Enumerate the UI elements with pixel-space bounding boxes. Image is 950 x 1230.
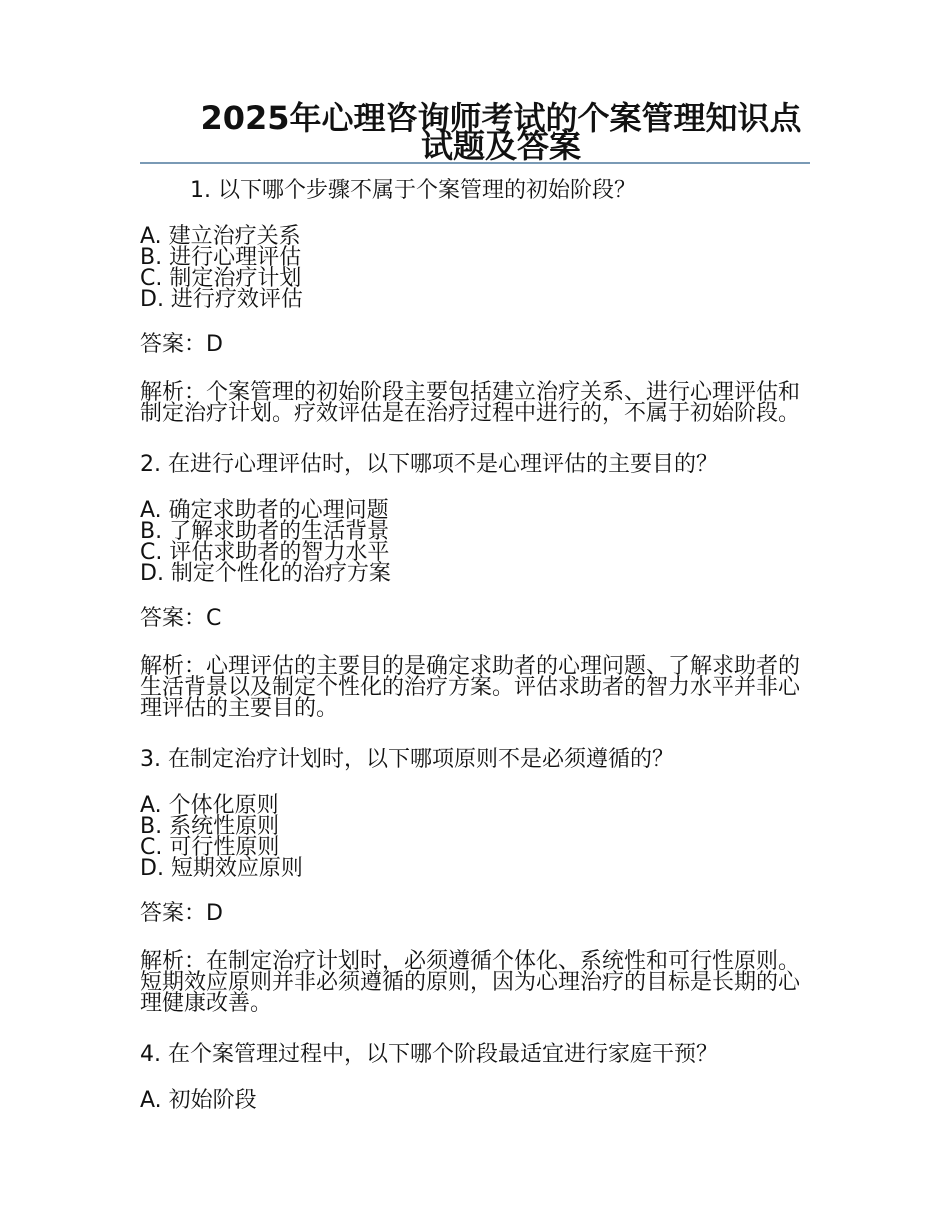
options-list [140, 226, 810, 310]
question-text: 4. 在个案管理过程中，以下哪个阶段最适宜进行家庭干预？ [140, 1042, 718, 1067]
explanation-text: 解析：个案管理的初始阶段主要包括建立治疗关系、进行心理评估和制定治疗计划。疗效评估是在治疗过程中进行的，不属于初始阶段。 [140, 380, 801, 426]
option-c: C. 评估求助者的智力水平 [140, 540, 390, 565]
option-d: D. 短期效应原则 [140, 856, 303, 881]
option-b: B. 了解求助者的生活背景 [140, 519, 390, 544]
title-block [140, 99, 810, 165]
option-d: D. 制定个性化的治疗方案 [140, 561, 391, 586]
option-a: A. 确定求助者的心理问题 [140, 498, 389, 523]
question-text: 1. 以下哪个步骤不属于个案管理的初始阶段？ [190, 178, 636, 203]
options-list [140, 500, 810, 584]
question-block [140, 745, 810, 1014]
option-a: A. 个体化原则 [140, 793, 279, 818]
questions-list [140, 176, 810, 1131]
page-title: 2025年心理咨询师考试的个案管理知识点试题及答案 [200, 99, 802, 165]
question-block [140, 1040, 810, 1111]
explanation-text: 解析：在制定治疗计划时，必须遵循个体化、系统性和可行性原则。短期效应原则并非必须遵循的原则，因为心理治疗的目标是长期的心理健康改善。 [140, 949, 801, 1016]
answer-text: 答案：D [140, 332, 223, 357]
answer-text: 答案：C [140, 606, 222, 631]
question-block [140, 450, 810, 719]
options-list [140, 795, 810, 879]
option-c: C. 可行性原则 [140, 835, 280, 860]
option-a: A. 初始阶段 [140, 1088, 257, 1113]
option-a: A. 建立治疗关系 [140, 224, 301, 249]
explanation-text: 解析：心理评估的主要目的是确定求助者的心理问题、了解求助者的生活背景以及制定个性化的治疗方案。评估求助者的智力水平并非心理评估的主要目的。 [140, 654, 801, 721]
question-block [140, 176, 810, 424]
option-c: C. 制定治疗计划 [140, 266, 302, 291]
option-b: B. 进行心理评估 [140, 245, 302, 270]
question-text: 2. 在进行心理评估时，以下哪项不是心理评估的主要目的？ [140, 452, 718, 477]
question-text: 3. 在制定治疗计划时，以下哪项原则不是必须遵循的？ [140, 747, 674, 772]
answer-text: 答案：D [140, 901, 223, 926]
option-d: D. 进行疗效评估 [140, 287, 303, 312]
options-list [140, 1090, 810, 1111]
option-b: B. 系统性原则 [140, 814, 280, 839]
